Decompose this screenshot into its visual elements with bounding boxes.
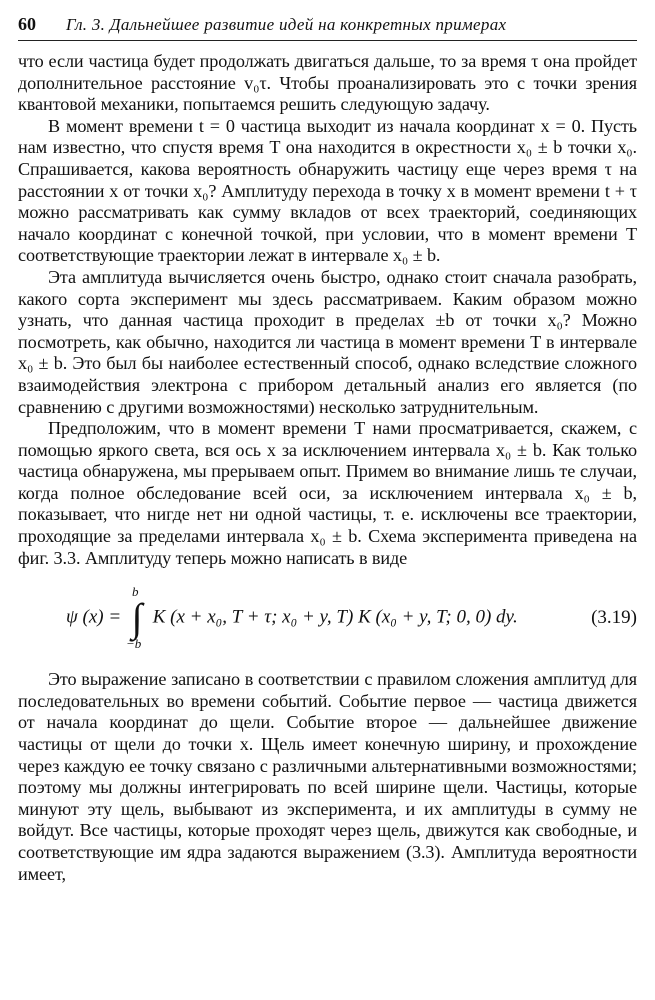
integral-upper-limit: b: [131, 584, 139, 600]
paragraph-2: В момент времени t = 0 частица выходит из начала координат x = 0. Пусть нам известно, что спустя время T она находится в окрестности x₀ ± b точки x₀. Спрашивается, какова вероятность обнаружить частицу еще через время τ на расстоянии x от точки x₀? Амплитуду перехода в точку x в момент времени t + τ можно рассматривать как сумму вкладов от всех траекторий, соединяющих начало координат с конечной точкой, при условии, что в момент времени T соответствующие траектории лежат в интервале x₀ ± b.: [18, 115, 637, 266]
page-number: 60: [18, 14, 36, 34]
equation-integrand: K (x + x₀, T + τ; x₀ + y, T) K (x₀ + y, T; 0, 0) dy.: [152, 606, 518, 628]
paragraph-5: Это выражение записано в соответствии с правилом сложения амплитуд для последовательных во времени событий. Событие первое — частица движется от начала координат до щели. Событие второе — дальнейшее движение частицы от щели до точки x. Щель имеет конечную ширину, и прохождение через каждую ее точку связано с различными альтернативными возможностями; поэтому мы должны интегрировать по всей ширине щели. Частицы, которые минуют эту щель, выбывают из эксперимента, и их амплитуды в сумму не войдут. Все частицы, которые проходят через щель, движутся как свободные, и соответствующие им ядра задаются выражением (3.3). Амплитуда вероятности имеет,: [18, 669, 637, 884]
integral-sign: b ∫ −b: [125, 584, 143, 652]
paragraph-3: Эта амплитуда вычисляется очень быстро, однако стоит сначала разобрать, какого сорта эксперимент мы здесь рассматриваем. Каким образом можно узнать, что данная частица проходит в пределах ±b от точки x₀? Можно посмотреть, как обычно, находится ли частица в момент времени T в интервале x₀ ± b. Это был бы наиболее естественный способ, однако вследствие сложного взаимодействия электрона с прибором детальный анализ его является (по сравнению с другими возможностями) несколько затруднительным.: [18, 266, 637, 417]
body-text: [18, 51, 637, 885]
equation-lhs: ψ (x) =: [66, 606, 122, 628]
equation-body: [18, 584, 567, 652]
equation-number: (3.19): [591, 607, 637, 629]
paragraph-1: что если частица будет продолжать двигаться дальше, то за время τ она пройдет дополнительное расстояние v₀τ. Чтобы проанализировать это с точки зрения квантовой механики, попытаемся решить следующую задачу.: [18, 51, 637, 115]
integral-lower-limit: −b: [125, 636, 142, 652]
equation-3-19: [18, 579, 637, 657]
page-header: [18, 14, 637, 41]
paragraph-4: Предположим, что в момент времени T нами просматривается, скажем, с помощью яркого света, вся ось x за исключением интервала x₀ ± b. Как только частица обнаружена, мы прерываем опыт. Примем во внимание лишь те случаи, когда полное обследование всей оси, за исключением интервала x₀ ± b, показывает, что нигде нет ни одной частицы, т. е. исключены все траектории, проходящие за пределами интервала x₀ ± b. Схема эксперимента приведена на фиг. 3.3. Амплитуду теперь можно написать в виде: [18, 418, 637, 568]
running-title: Гл. 3. Дальнейшее развитие идей на конкретных примерах: [66, 15, 507, 34]
